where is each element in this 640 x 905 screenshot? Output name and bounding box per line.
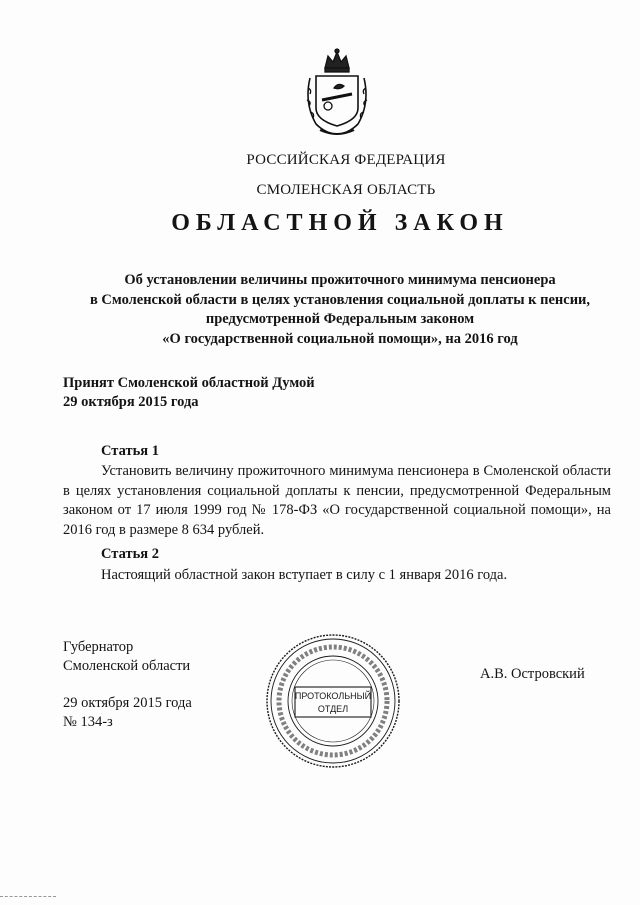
article-1-title: Статья 1 [101,443,159,459]
law-number: № 134-з [63,714,113,730]
signing-details [63,694,192,732]
scan-edge-mark [0,896,56,899]
law-subject [60,271,620,349]
region-heading: СМОЛЕНСКАЯ ОБЛАСТЬ [256,182,436,198]
adoption-date: 29 октября 2015 года [63,394,199,410]
position-line: Смоленской области [63,658,191,674]
law-type-title: ОБЛАСТНОЙ ЗАКОН [171,210,509,236]
article-1-text: Установить величину прожиточного минимума пенсионера в Смоленской области в целях установления социальной доплаты к пенсии, предусмотренной Федеральным законом от 17 июля 1999 год № 178-ФЗ «О государственной социальной помощи», на 2016 год в размере 8 634 рублей. [63,463,611,538]
stamp-center-line: ПРОТОКОЛЬНЫЙ [294,691,372,701]
country-heading: РОССИЙСКАЯ ФЕДЕРАЦИЯ [246,152,446,168]
signatory-position [63,638,190,676]
adoption-note [63,374,315,412]
law-subject-line: предусмотренной Федеральным законом [205,311,475,327]
stamp-center-line: ОТДЕЛ [317,704,349,714]
coat-of-arms-emblem [298,48,376,138]
law-subject-line: «О государственной социальной помощи», на 2016 год [162,330,518,347]
official-seal-stamp [264,632,402,770]
adoption-line: Принят Смоленской областной Думой [63,375,315,391]
signatory-name: А.В. Островский [480,666,585,682]
law-subject-line: в Смоленской области в целях установления социальной доплаты к пенсии, [89,291,591,308]
signing-date: 29 октября 2015 года [63,695,192,711]
article-2-text: Настоящий областной закон вступает в силу с 1 января 2016 года. [101,567,508,583]
article-2-title: Статья 2 [101,546,159,562]
position-line: Губернатор [63,639,134,655]
law-subject-line: Об установлении величины прожиточного минимума пенсионера [124,272,556,288]
